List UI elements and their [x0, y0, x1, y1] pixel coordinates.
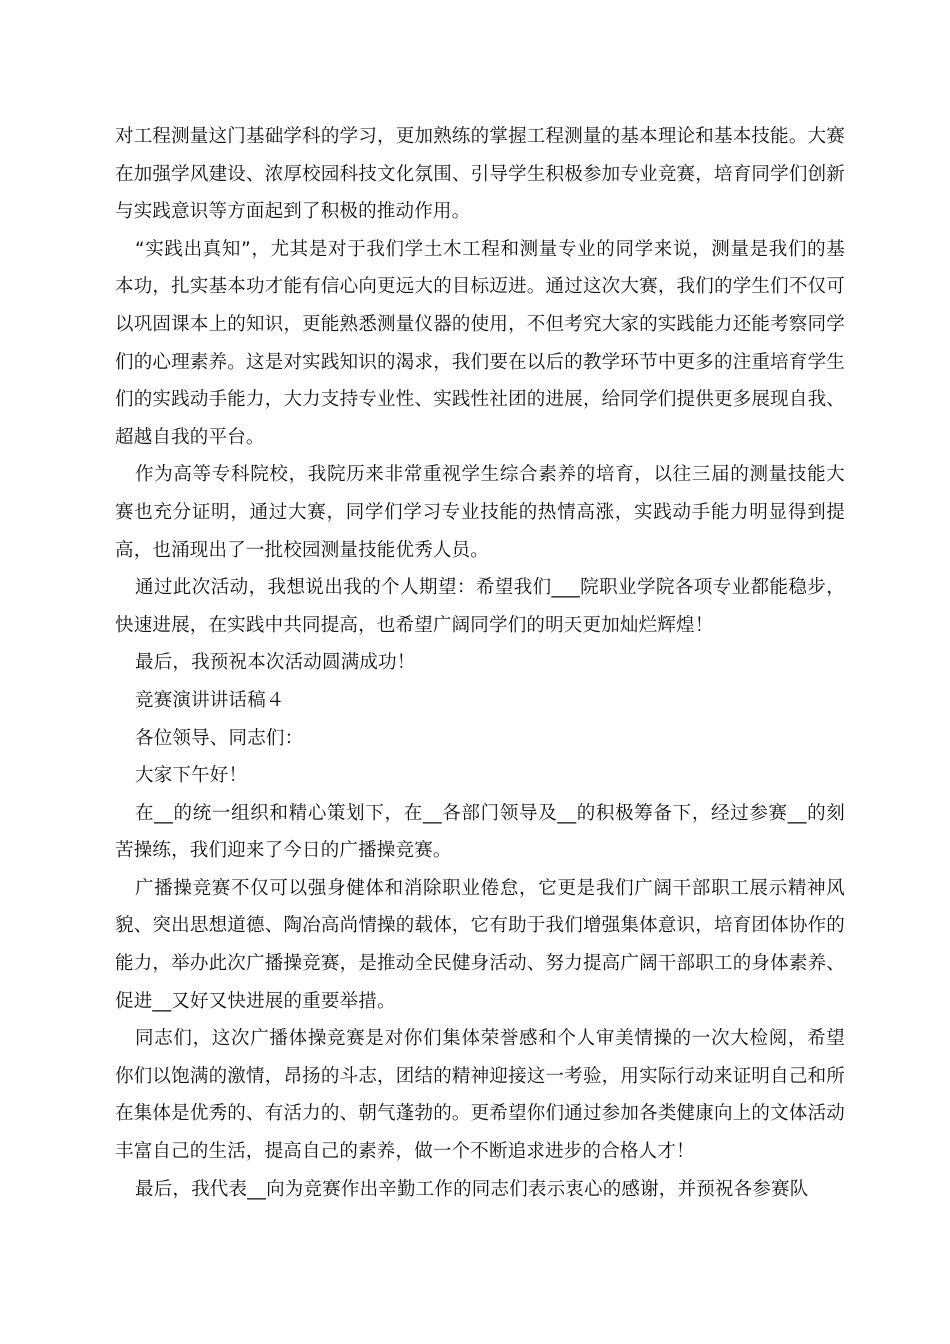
paragraph-practice: “实践出真知”，尤其是对于我们学土木工程和测量专业的同学来说，测量是我们的基本功，扎实基本功才能有信心向更远大的目标迈进。通过这次大赛，我们的学生们不仅可以巩固课本上的知识，更能熟悉测量仪器的使用，不但考究大家的实践能力还能考察同学们的心理素养。这是对实践知识的渴求，我们要在以后的教学环节中更多的注重培育学生们的实践动手能力，大力支持专业性、实践性社团的进展，给同学们提供更多展现自我、超越自我的平台。: [115, 238, 845, 448]
salutation: 各位领导、同志们：: [135, 727, 304, 749]
document-body: [115, 118, 845, 1208]
paragraph-continuation: 对工程测量这门基础学科的学习，更加熟练的掌握工程测量的基本理论和基本技能。大赛在加强学风建设、浓厚校园科技文化氛围、引导学生积极参加专业竞赛，培育同学们创新与实践意识等方面起到了积极的推动作用。: [115, 126, 845, 223]
greeting: 大家下午好！: [135, 765, 248, 787]
paragraph-comrades: 同志们，这次广播体操竞赛是对你们集体荣誉感和个人审美情操的一次大检阅，希望你们以饱满的激情，昂扬的斗志，团结的精神迎接这一考验，用实际行动来证明自己和所在集体是优秀的、有活力的、朝气蓬勃的。更希望你们通过参加各类健康向上的文体活动丰富自己的生活，提高自己的素养，做一个不断追求进步的合格人才！: [115, 1028, 845, 1163]
paragraph-final-thanks: 最后，我代表__向为竞赛作出辛勤工作的同志们表示衷心的感谢，并预祝各参赛队: [135, 1178, 809, 1200]
paragraph-expectation: 通过此次活动，我想说出我的个人期望：希望我们___院职业学院各项专业都能稳步，快速进展，在实践中共同提高，也希望广阔同学们的明天更加灿烂辉煌！: [115, 577, 845, 636]
paragraph-organization: 在__的统一组织和精心策划下，在__各部门领导及__的积极筹备下，经过参赛__的刻苦操练，我们迎来了今日的广播操竞赛。: [115, 802, 845, 862]
paragraph-broadcast-exercise: 广播操竞赛不仅可以强身健体和消除职业倦怠，它更是我们广阔干部职工展示精神风貌、突出思想道德、陶冶高尚情操的载体，它有助于我们增强集体意识，培育团体协作的能力，举办此次广播操竞赛，是推动全民健身活动、努力提高广阔干部职工的身体素养、促进__又好又快进展的重要举措。: [115, 877, 845, 1012]
paragraph-closing-wish: 最后，我预祝本次活动圆满成功！: [135, 652, 416, 674]
speech-title: 竞赛演讲讲话稿４: [135, 689, 285, 711]
paragraph-college: 作为高等专科院校，我院历来非常重视学生综合素养的培育，以往三届的测量技能大赛也充分证明，通过大赛，同学们学习专业技能的热情高涨，实践动手能力明显得到提高，也涌现出了一批校园测量技能优秀人员。: [115, 464, 845, 561]
